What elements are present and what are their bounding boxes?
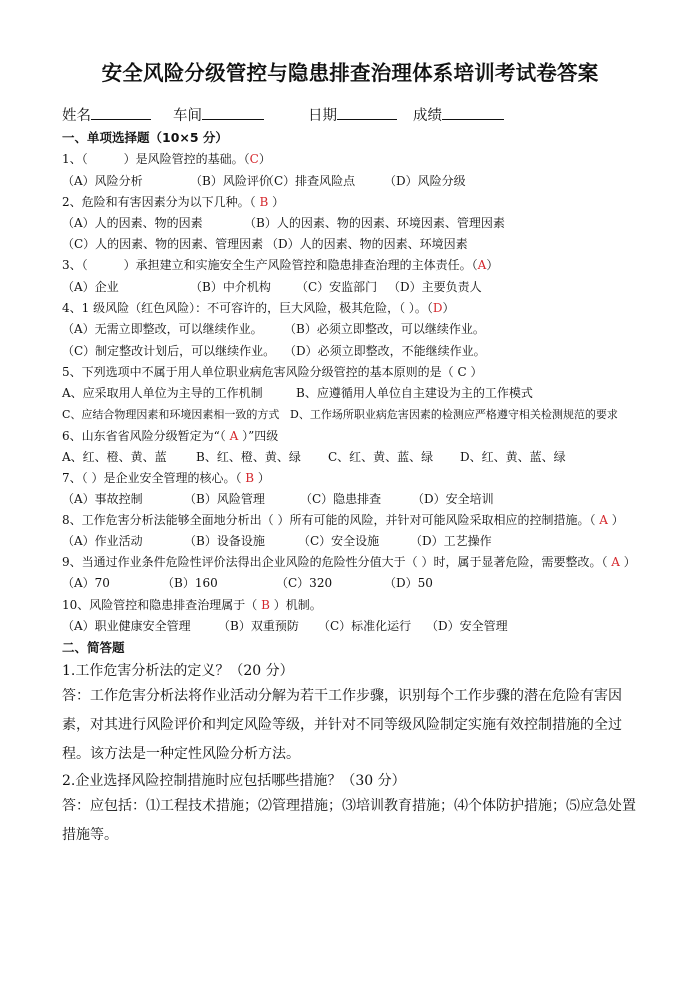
question-8-answer: A [599,513,608,527]
q9-option-d: （D）50 [384,576,433,590]
question-6-answer: A [229,429,239,443]
q6-option-c: C、红、黄、蓝、绿 [328,450,434,464]
question-4-close: ） [442,301,455,315]
short-answer-1-answer [62,682,642,769]
q1-option-c: （C）排查风险点 [262,174,356,188]
q5-option-c: C、应结合物理因素和环境因素相一致的方式 [62,408,280,421]
question-6 [62,427,278,444]
question-1 [62,150,271,167]
q10-option-c: （C）标准化运行 [318,619,412,633]
question-10 [62,596,322,613]
q3-option-d: （D）主要负责人 [388,280,482,294]
question-7-answer: B [245,471,255,485]
student-info-row [62,104,520,125]
question-7 [62,469,270,486]
q2-option-c: （C）人的因素、物的因素、管理因素 [62,237,264,251]
q1-option-b: （B）风险评价 [190,174,271,188]
short-answer-2-answer [62,792,642,850]
q9-option-a: （A）70 [62,576,110,590]
section2-heading: 二、简答题 [62,640,125,655]
score-blank[interactable] [442,105,504,120]
date-field [308,104,397,125]
q9-option-c: （C）320 [276,576,333,590]
q1-option-d: （D）风险分级 [384,174,466,188]
workshop-blank[interactable] [202,105,264,120]
question-4-answer: D [432,301,443,315]
question-2-close: ） [268,195,285,209]
question-4 [62,299,455,316]
question-4-text: 4、1 级风险（红色风险）：不可容许的，巨大风险，极其危险，（ ）。（ [62,301,433,315]
question-10-close: ）机制。 [269,598,322,612]
q8-option-d: （D）工艺操作 [410,534,492,548]
q5-option-a: A、应采取用人单位为主导的工作机制 [62,386,263,400]
question-3-close: ） [486,258,499,272]
question-9-answer: A [611,555,620,569]
question-2-text: 2、危险和有害因素分为以下几种。（ [62,195,260,209]
q6-option-a: A、红、橙、黄、蓝 [62,450,167,464]
question-3-answer: A [477,258,487,272]
short-answer-2-label: 答： [62,798,90,814]
q7-option-b: （B）风险管理 [184,492,265,506]
q2-option-b: （B）人的因素、物的因素、环境因素、管理因素 [244,216,505,230]
question-8-text: 8、工作危害分析法能够全面地分析出（ ）所有可能的风险，并针对可能风险采取相应的控制措施。（ [62,513,600,527]
question-7-close: ） [254,471,270,485]
q8-option-c: （C）安全设施 [298,534,380,548]
question-5-answer: C [457,365,467,379]
page-title: 安全风险分级管控与隐患排查治理体系培训考试卷答案 [101,61,599,85]
question-9-text: 9、当通过作业条件危险性评价法得出企业风险的危险性分值大于（ ）时，属于显著危险，需要整改。（ [62,555,612,569]
short-answer-2-text: 应包括：⑴工程技术措施；⑵管理措施；⑶培训教育措施；⑷个体防护措施；⑸应急处置措施等。 [62,798,636,843]
q1-option-a: （A）风险分析 [62,174,143,188]
q6-option-d: D、红、黄、蓝、绿 [460,450,566,464]
question-9-close: ） [619,555,636,569]
question-2-answer: B [259,195,269,209]
q3-option-a: （A）企业 [62,280,119,294]
question-5-text: 5、下列选项中不属于用人单位职业病危害风险分级管控的基本原则的是（ [62,365,458,379]
question-6-text: 6、山东省省风险分级暂定为“（ [62,429,230,443]
q10-option-a: （A）职业健康安全管理 [62,619,191,633]
question-1-answer: C [249,152,259,166]
question-8-close: ） [607,513,624,527]
workshop-field [173,104,264,125]
question-6-close: ）”四级 [238,429,279,443]
date-blank[interactable] [337,105,397,120]
question-1-close: ） [258,152,271,166]
question-5 [62,363,482,380]
score-field [413,104,504,125]
question-9 [62,553,636,570]
q5-option-d: D、工作场所职业病危害因素的检测应严格遵守相关检测规范的要求 [290,408,618,421]
question-5-close: ） [466,365,483,379]
q7-option-a: （A）事故控制 [62,492,143,506]
short-answer-2-question: 2.企业选择风险控制措施时应包括哪些措施？（30 分） [62,773,406,789]
question-3-text: 3、（ ）承担建立和实施安全生产风险管控和隐患排查治理的主体责任。（ [62,258,478,272]
q4-option-b: （B）必须立即整改，可以继续作业。 [284,322,485,336]
question-3 [62,256,498,273]
short-answer-1-question: 1.工作危害分析法的定义？（20 分） [62,663,294,679]
q8-option-a: （A）作业活动 [62,534,143,548]
q6-option-b: B、红、橙、黄、绿 [196,450,301,464]
q9-option-b: （B）160 [162,576,218,590]
q4-option-d: （D）必须立即整改，不能继续作业。 [284,344,486,358]
q2-option-d: （D）人的因素、物的因素、环境因素 [266,237,468,251]
question-10-answer: B [261,598,270,612]
q4-option-c: （C）制定整改计划后，可以继续作业。 [62,344,276,358]
q3-option-b: （B）中介机构 [190,280,271,294]
name-blank[interactable] [91,105,151,120]
q7-option-c: （C）隐患排查 [300,492,382,506]
q10-option-d: （D）安全管理 [426,619,508,633]
short-answer-1-text: 工作危害分析法将作业活动分解为若干工作步骤，识别每个工作步骤的潜在危险有害因素，对其进行风险评价和判定风险等级，并针对不同等级风险制定实施有效控制措施的全过程。该方法是一种定性风险分析方法。 [62,688,622,762]
q7-option-d: （D）安全培训 [412,492,494,506]
name-field [62,104,151,125]
question-7-text: 7、（ ）是企业安全管理的核心。（ [62,471,246,485]
name-label: 姓名 [62,108,91,124]
q8-option-b: （B）设备设施 [184,534,265,548]
date-label: 日期 [308,108,337,124]
question-1-text: 1、（ ）是风险管控的基础。（ [62,152,250,166]
short-answer-1-label: 答： [62,688,90,704]
section1-heading: 一、单项选择题（10×5 分） [62,130,228,145]
q10-option-b: （B）双重预防 [218,619,299,633]
q4-option-a: （A）无需立即整改，可以继续作业。 [62,322,263,336]
q5-option-b: B、应遵循用人单位自主建设为主的工作模式 [296,386,533,400]
q3-option-c: （C）安监部门 [296,280,378,294]
question-10-text: 10、风险管控和隐患排查治理属于（ [62,598,262,612]
q2-option-a: （A）人的因素、物的因素 [62,216,203,230]
workshop-label: 车间 [173,108,202,124]
score-label: 成绩 [413,108,442,124]
question-8 [62,511,624,528]
question-2 [62,193,284,210]
